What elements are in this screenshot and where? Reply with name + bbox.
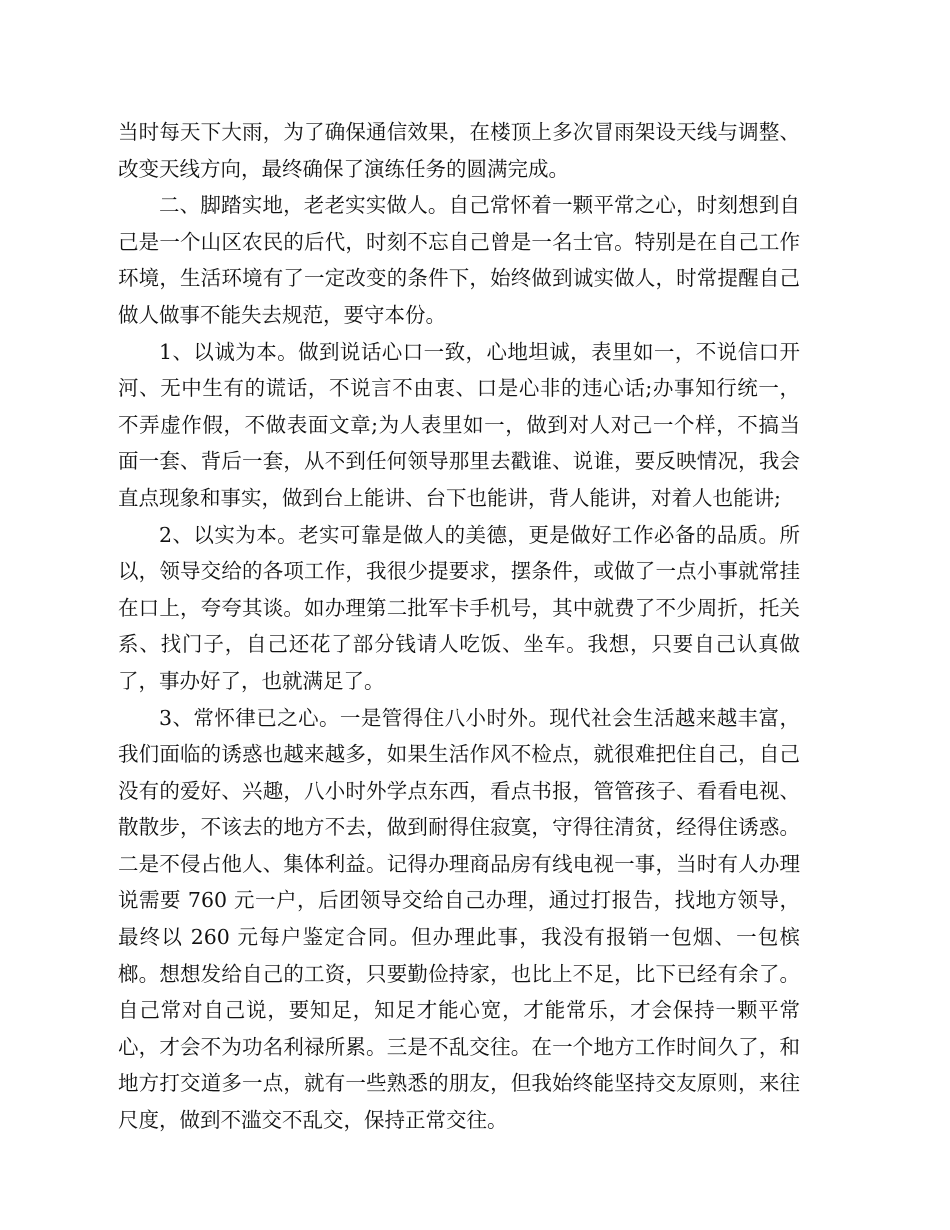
document-body [118,114,800,1139]
paragraph-point-three: 3、常怀律已之心。一是管得住八小时外。现代社会生活越来越丰富，我们面临的诱惑也越来越多，如果生活作风不检点，就很难把住自己，自己没有的爱好、兴趣，八小时外学点东西，看点书报，管管孩子、看看电视、散散步，不该去的地方不去，做到耐得住寂寞，守得往清贫，经得住诱惑。二是不侵占他人、集体利益。记得办理商品房有线电视一事，当时有人办理说需要 760 元一户，后团领导交给自己办理，通过打报告，找地方领导，最终以 260 元每户鉴定合同。但办理此事，我没有报销一包烟、一包槟榔。想想发给自己的工资，只要勤俭持家，也比上不足，比下已经有余了。自己常对自己说，要知足，知足才能心宽，才能常乐，才会保持一颗平常心，才会不为功名利禄所累。三是不乱交往。在一个地方工作时间久了，和地方打交道多一点，就有一些熟悉的朋友，但我始终能坚持交友原则，来往尺度，做到不滥交不乱交，保持正常交往。 [118,705,800,1133]
paragraph-continuation: 当时每天下大雨，为了确保通信效果，在楼顶上多次冒雨架设天线与调整、改变天线方向，最终确保了演练任务的圆满完成。 [118,120,800,181]
paragraph-point-one: 1、以诚为本。做到说话心口一致，心地坦诚，表里如一，不说信口开河、无中生有的谎话，不说言不由衷、口是心非的违心话;办事知行统一，不弄虚作假，不做表面文章;为人表里如一，做到对人对己一个样，不搞当面一套、背后一套，从不到任何领导那里去戳谁、说谁，要反映情况，我会直点现象和事实，做到台上能讲、台下也能讲，背人能讲，对着人也能讲; [118,339,800,510]
paragraph-section-two: 二、脚踏实地，老老实实做人。自己常怀着一颗平常之心，时刻想到自己是一个山区农民的后代，时刻不忘自己曾是一名士官。特别是在自己工作环境，生活环境有了一定改变的条件下，始终做到诚实做人，时常提醒自己做人做事不能失去规范，要守本份。 [118,193,800,327]
paragraph-point-two: 2、以实为本。老实可靠是做人的美德，更是做好工作必备的品质。所以，领导交给的各项工作，我很少提要求，摆条件，或做了一点小事就常挂在口上，夸夸其谈。如办理第二批军卡手机号，其中就费了不少周折，托关系、找门子，自己还花了部分钱请人吃饭、坐车。我想，只要自己认真做了，事办好了，也就满足了。 [118,522,800,693]
